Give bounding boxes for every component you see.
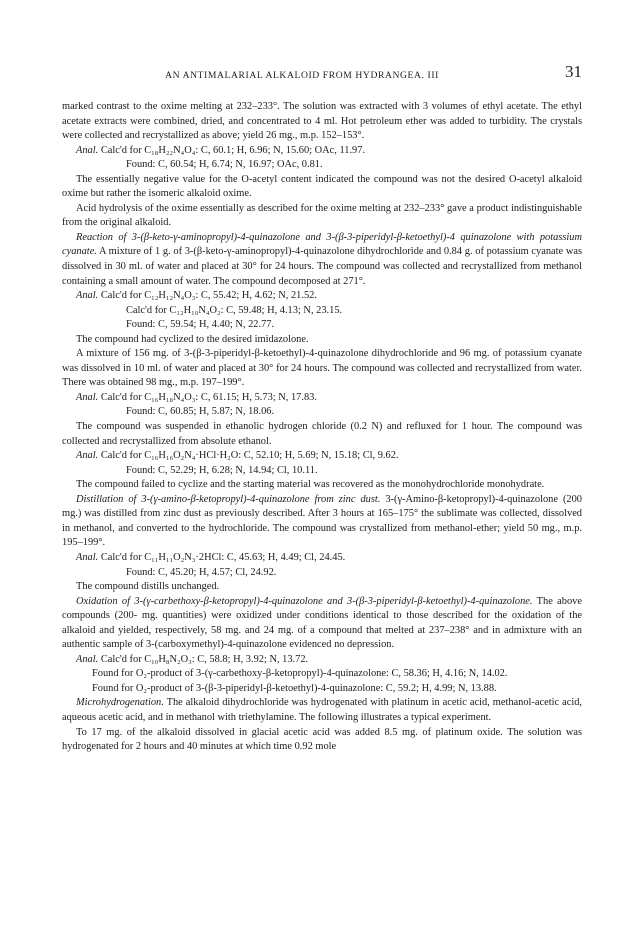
paragraph xyxy=(62,566,582,581)
paragraph xyxy=(62,405,582,420)
paragraph-text: Found: C, 60.54; H, 6.74; N, 16.97; OAc, 0.81. xyxy=(126,159,323,171)
paragraph xyxy=(62,420,582,449)
paragraph xyxy=(62,493,582,551)
paragraph-text: The compound distills unchanged. xyxy=(76,581,220,593)
paragraph-heading: Microhydrogenation. xyxy=(76,697,164,709)
paragraph-heading: Anal. xyxy=(76,450,99,462)
paragraph xyxy=(62,289,582,304)
paragraph-text: The compound was suspended in ethanolic hydrogen chloride (0.2 N) and refluxed for 1 hour. The compound was collected and recrystallized from absolute ethanol. xyxy=(62,421,582,447)
paragraph-text: Calc'd for C₁₂H₁₀N₄O₂: C, 59.48; H, 4.13; N, 23.15. xyxy=(126,304,343,316)
paragraph-heading: Anal. xyxy=(76,653,99,665)
paragraph-text: The compound failed to cyclize and the starting material was recovered as the monohydrochloride monohydrate. xyxy=(76,479,545,491)
paragraph xyxy=(62,478,582,493)
paragraph-text: Calc'd for C₁₈H₂₂N₄O₄: C, 60.1; H, 6.96; N, 15.60; OAc, 11.97. xyxy=(98,144,366,156)
paragraph xyxy=(62,551,582,566)
paragraph-text: Found: C, 45.20; H, 4.57; Cl, 24.92. xyxy=(126,566,277,578)
body-text xyxy=(62,100,582,755)
document-page xyxy=(62,62,582,755)
paragraph xyxy=(62,202,582,231)
paragraph-text: Acid hydrolysis of the oxime essentially as described for the oxime melting at 232–233° gave a product indistinguishable from the original alkaloid. xyxy=(62,202,582,229)
paragraph-heading: Anal. xyxy=(76,290,99,302)
paragraph-text: Calc'd for C₁₂H₁₂N₄O₃: C, 55.42; H, 4.62; N, 21.52. xyxy=(98,290,317,302)
paragraph xyxy=(62,682,582,697)
paragraph xyxy=(62,464,582,479)
paragraph-text: Calc'd for C₁₆H₁₆O₂N₄·HCl·H₂O: C, 52.10; H, 5.69; N, 15.18; Cl, 9.62. xyxy=(98,450,399,462)
paragraph xyxy=(62,173,582,202)
paragraph xyxy=(62,391,582,406)
paragraph-heading: Reaction of 3-(β-keto-γ-aminopropyl)-4-quinazolone and 3-(β-3-piperidyl-β-ketoethyl)-4 quinazolone with potassium cyanate. xyxy=(62,231,582,258)
paragraph xyxy=(62,100,582,144)
paragraph-text: marked contrast to the oxime melting at 232–233°. The solution was extracted with 3 volumes of ethyl acetate. The ethyl acetate extracts were combined, dried, and concentrated to 4 ml. Hot petroleum ether was added to turbidity. The crystals were collected and recrystallized as above; yield 26 mg., m.p. 152–153°. xyxy=(62,101,582,142)
paragraph-text: A mixture of 156 mg. of 3-(β-3-piperidyl-β-ketoethyl)-4-quinazolone dihydrochloride and 96 mg. of potassium cyanate was dissolved in 10 ml. of water and placed at 30° for 24 hours. The compound was collected and recrystallized from water. There was obtained 98 mg., m.p. 197–199°. xyxy=(62,348,582,389)
paragraph-heading: Anal. xyxy=(76,551,99,563)
paragraph-text: To 17 mg. of the alkaloid dissolved in glacial acetic acid was added 8.5 mg. of platinum oxide. The solution was hydrogenated for 2 hours and 40 minutes at which time 0.92 mole xyxy=(62,726,582,753)
paragraph-heading: Anal. xyxy=(76,391,99,403)
paragraph-heading: Anal. xyxy=(76,144,99,156)
running-title: AN ANTIMALARIAL ALKALOID FROM HYDRANGEA. III xyxy=(165,70,439,81)
paragraph-text: 3-(γ-Amino-β-ketopropyl)-4-quinazolone (200 mg.) was distilled from zinc dust as previously described. After 3 hours at 165–175° the sublimate was collected, dissolved in methanol, and converted to the hydrochloride. The compound was crystallized from methanol-ether; yield 50 mg., m.p. 195–199°. xyxy=(62,493,582,549)
paragraph xyxy=(62,347,582,391)
paragraph-heading: Oxidation of 3-(γ-carbethoxy-β-ketopropyl)-4-quinazolone and 3-(β-3-piperidyl-β-ketoethyl)-4-quinazolone. xyxy=(76,595,533,607)
paragraph xyxy=(62,144,582,159)
paragraph-text: Found: C, 59.54; H, 4.40; N, 22.77. xyxy=(126,319,275,331)
paragraph-text: The above compounds (200- mg. quantities) were oxidized under conditions identical to those described for the oxidation of the alkaloid and yielded, respectively, 58 mg. and 24 mg. of a compound that melted at 237–238° and in admixture with an authentic sample of 3-(carboxymethyl)-4-quinazolone evidenced no depression. xyxy=(62,595,582,651)
paragraph-text: Calc'd for C₁₆H₁₈N₄O₃: C, 61.15; H, 5.73; N, 17.83. xyxy=(98,391,317,403)
paragraph xyxy=(62,696,582,725)
paragraph-text: Calc'd for C₁₀H₈N₂O₃: C, 58.8; H, 3.92; N, 13.72. xyxy=(98,653,309,665)
paragraph xyxy=(62,449,582,464)
paragraph xyxy=(62,318,582,333)
paragraph xyxy=(62,304,582,319)
paragraph xyxy=(62,231,582,289)
paragraph-text: The essentially negative value for the O-acetyl content indicated the compound was not the desired O-acetyl alkaloid oxime but rather the isomeric alkaloid oxime. xyxy=(62,173,582,200)
paragraph xyxy=(62,726,582,755)
paragraph xyxy=(62,158,582,173)
paragraph xyxy=(62,667,582,682)
paragraph-text: Found: C, 60.85; H, 5.87; N, 18.06. xyxy=(126,406,275,418)
paragraph-text: The alkaloid dihydrochloride was hydrogenated with platinum in acetic acid, methanol-acetic acid, aqueous acetic acid, and in methanol with triethylamine. The following illustrates a typical experiment. xyxy=(62,697,582,723)
paragraph xyxy=(62,595,582,653)
page-header xyxy=(62,62,582,86)
paragraph-text: The compound had cyclized to the desired imidazolone. xyxy=(76,333,309,345)
page-number: 31 xyxy=(565,62,582,81)
paragraph xyxy=(62,580,582,595)
paragraph xyxy=(62,333,582,348)
paragraph-text: Found for O₂-product of 3-(γ-carbethoxy-β-ketopropyl)-4-quinazolone: C, 58.36; H, 4.16; N, 14.02. xyxy=(92,668,508,680)
paragraph-text: A mixture of 1 g. of 3-(β-keto-γ-aminopropyl)-4-quinazolone dihydrochloride and 0.84 g. of potassium cyanate was dissolved in 30 ml. of water and placed at 30° for 24 hours. The compound was collected and recrystallized from methanol containing a small amount of water. The compound decomposed at 271°. xyxy=(62,246,582,287)
paragraph-text: Found for O₂-product of 3-(β-3-piperidyl-β-ketoethyl)-4-quinazolone: C, 59.2; H, 4.99; N, 13.88. xyxy=(92,682,497,694)
paragraph xyxy=(62,653,582,668)
paragraph-text: Found: C, 52.29; H, 6.28; N, 14.94; Cl, 10.11. xyxy=(126,464,318,476)
paragraph-text: Calc'd for C₁₁H₁₁O₂N₃·2HCl: C, 45.63; H, 4.49; Cl, 24.45. xyxy=(98,551,346,563)
paragraph-heading: Distillation of 3-(γ-amino-β-ketopropyl)-4-quinazolone from zinc dust. xyxy=(76,493,381,505)
